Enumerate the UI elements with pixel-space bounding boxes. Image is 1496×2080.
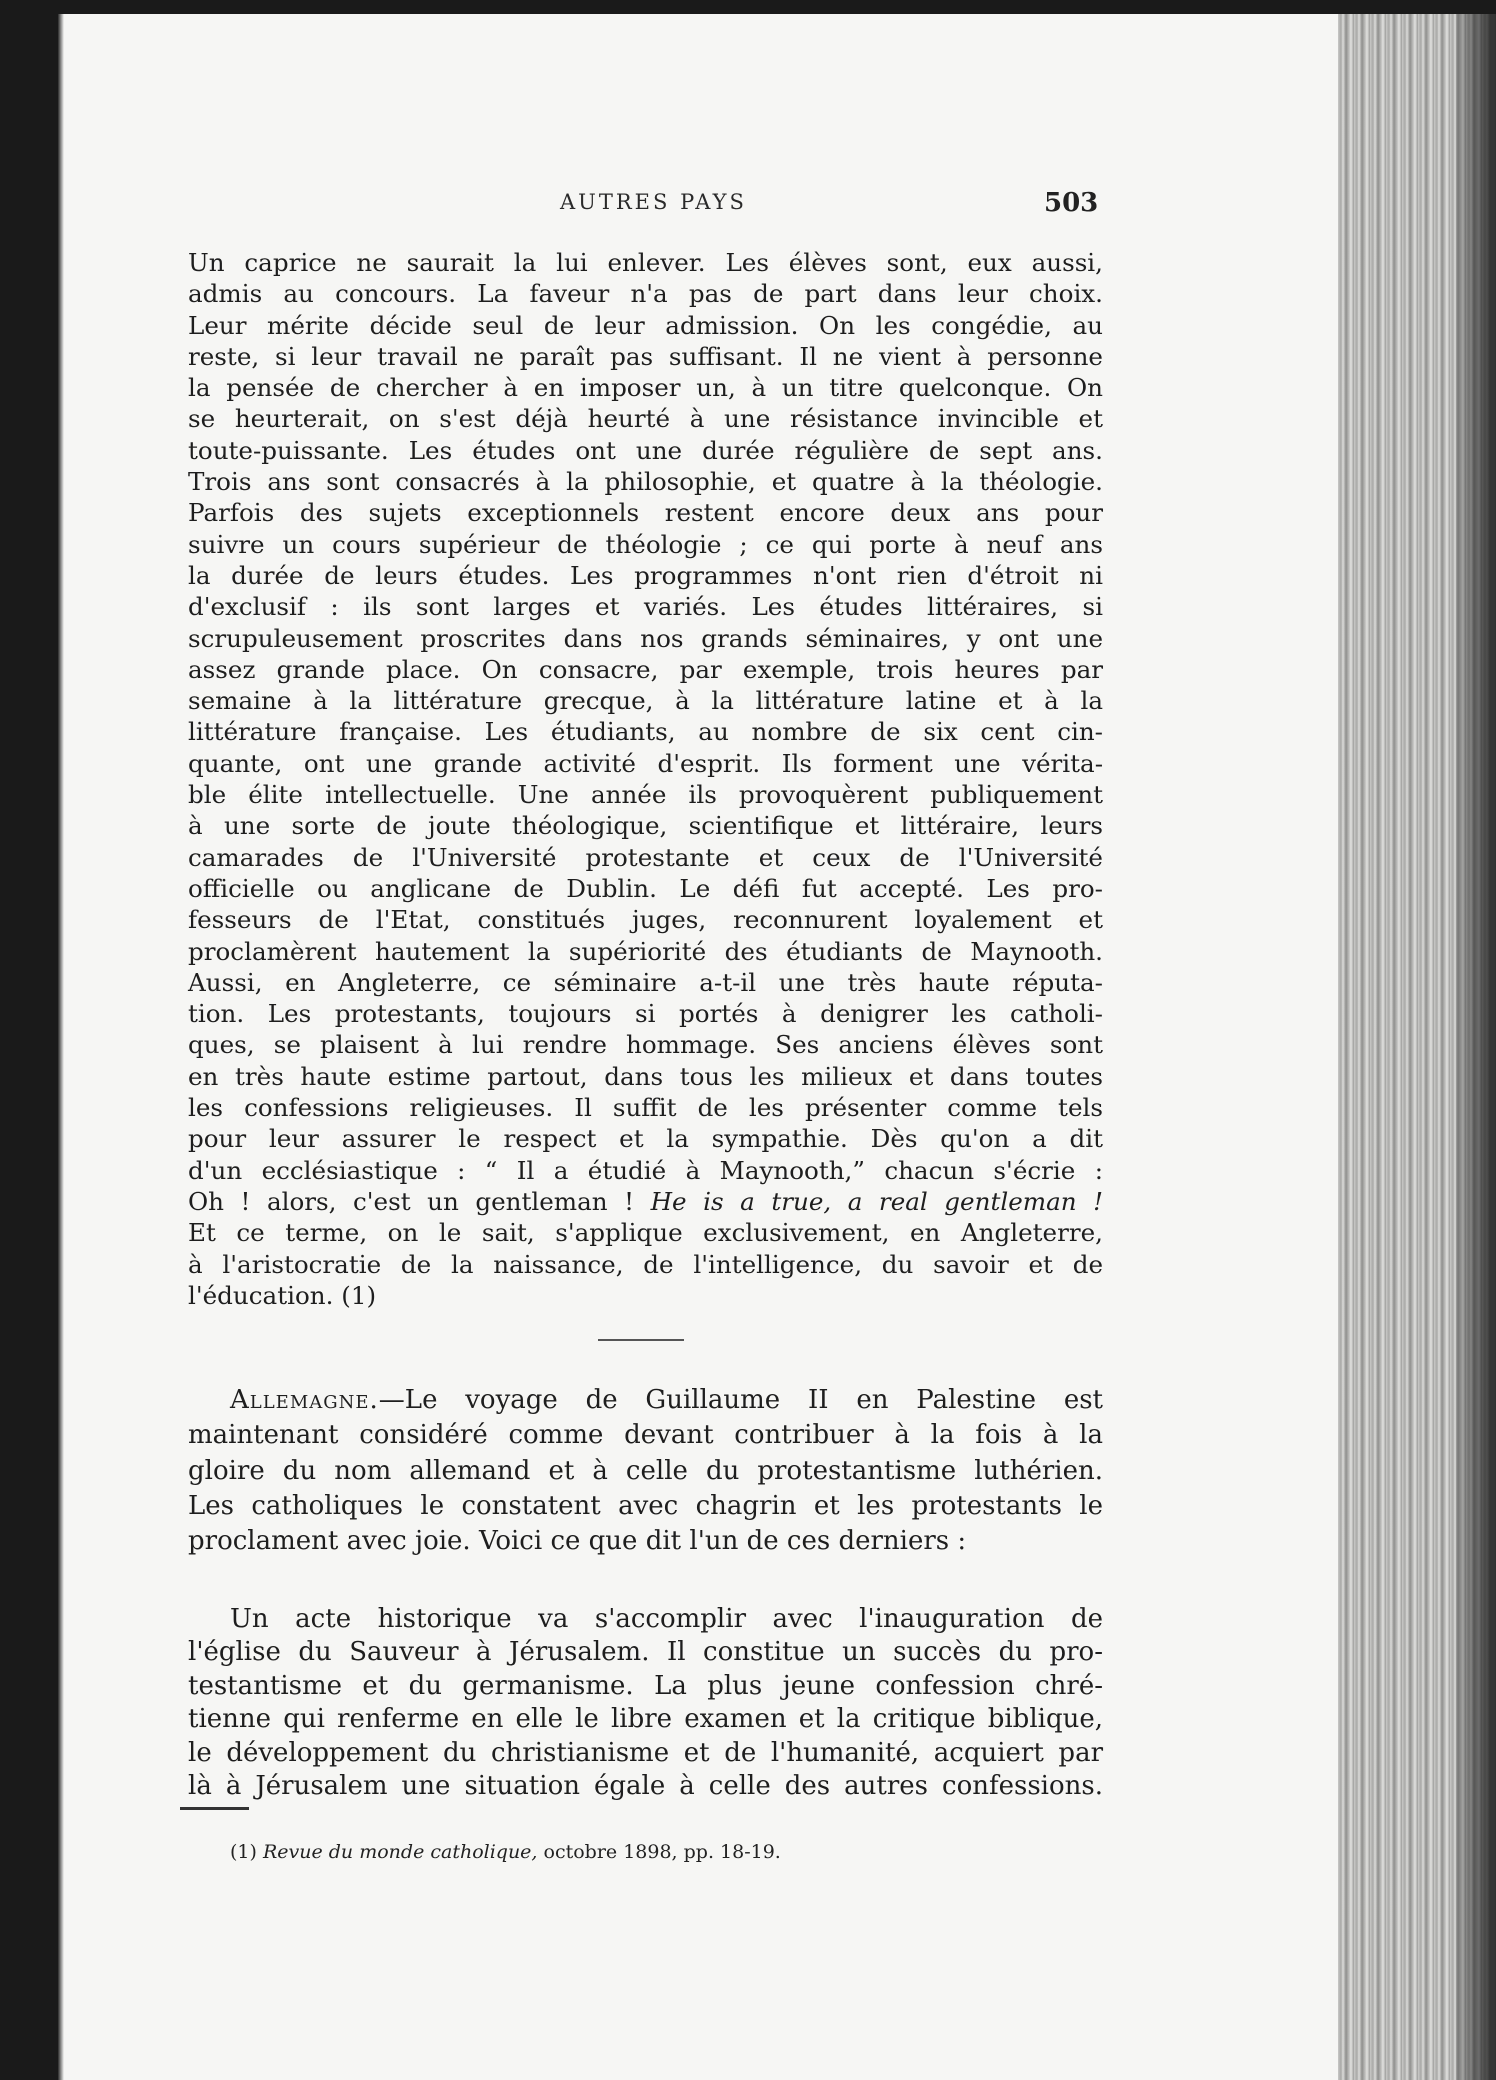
paragraph-line: proclamèrent hautement la supériorité des étudiants de Maynooth. bbox=[188, 936, 1103, 966]
paragraph-line: Et ce terme, on le sait, s'applique exclusivement, en Angleterre, bbox=[188, 1218, 1103, 1248]
paragraph-line: pour leur assurer le respect et la sympathie. Dès qu'on a dit bbox=[188, 1124, 1103, 1154]
paragraph-line: maintenant considéré comme devant contribuer à la fois à la bbox=[188, 1420, 1103, 1451]
paragraph-line: toute-puissante. Les études ont une durée régulière de sept ans. bbox=[188, 435, 1103, 465]
paragraph-line: littérature française. Les étudiants, au nombre de six cent cin- bbox=[188, 717, 1103, 747]
footnote-source: Revue du monde catholique, bbox=[262, 1841, 538, 1863]
paragraph-line: le développement du christianisme et de l'humanité, acquiert par bbox=[188, 1737, 1103, 1768]
footnote bbox=[230, 1841, 781, 1863]
paragraph-line: Les catholiques le constatent avec chagrin et les protestants le bbox=[188, 1490, 1103, 1521]
stacked-page-edges bbox=[1338, 14, 1496, 2080]
paragraph-line: Trois ans sont consacrés à la philosophie, et quatre à la théologie. bbox=[188, 467, 1103, 497]
paragraph-line: tienne qui renferme en elle le libre examen et la critique biblique, bbox=[188, 1704, 1103, 1735]
paragraph-line: reste, si leur travail ne paraît pas suffisant. Il ne vient à personne bbox=[188, 341, 1103, 371]
paragraph-line: assez grande place. On consacre, par exemple, trois heures par bbox=[188, 654, 1103, 684]
scan-background-left bbox=[0, 0, 58, 2080]
paragraph-line: l'église du Sauveur à Jérusalem. Il constitue un succès du pro- bbox=[188, 1637, 1103, 1668]
paragraph-allemagne bbox=[188, 1383, 1103, 1559]
footnote-rule bbox=[180, 1807, 249, 1810]
paragraph-line: ble élite intellectuelle. Une année ils provoquèrent publiquement bbox=[188, 780, 1103, 810]
paragraph-line: scrupuleusement proscrites dans nos grands séminaires, y ont une bbox=[188, 623, 1103, 653]
paragraph-line: là à Jérusalem une situation égale à celle des autres confessions. bbox=[188, 1771, 1103, 1802]
page-gutter bbox=[58, 14, 64, 2080]
scan-background-top bbox=[0, 0, 1496, 14]
paragraph-line: en très haute estime partout, dans tous les milieux et dans toutes bbox=[188, 1061, 1103, 1091]
section-lead: Allemagne. bbox=[230, 1385, 379, 1415]
paragraph-line: testantisme et du germanisme. La plus jeune confession chré- bbox=[188, 1670, 1103, 1701]
first-line-rest: —Le voyage de Guillaume II en Palestine est bbox=[378, 1385, 1103, 1415]
paragraph-line: gloire du nom allemand et à celle du protestantisme luthérien. bbox=[188, 1455, 1103, 1486]
paragraph-line: la pensée de chercher à en imposer un, à un titre quelconque. On bbox=[188, 373, 1103, 403]
paragraph-line: l'éducation. (1) bbox=[188, 1280, 377, 1310]
paragraph-line: les confessions religieuses. Il suffit de les présenter comme tels bbox=[188, 1093, 1103, 1123]
section-separator bbox=[598, 1339, 684, 1341]
paragraph-line: fesseurs de l'Etat, constitués juges, reconnurent loyalement et bbox=[188, 905, 1103, 935]
paragraph-line: Un caprice ne saurait la lui enlever. Les élèves sont, eux aussi, bbox=[188, 248, 1103, 277]
footnote-marker: (1) bbox=[230, 1841, 257, 1863]
paragraph-line: semaine à la littérature grecque, à la littérature latine et à la bbox=[188, 686, 1103, 716]
english-quote: He is a true, a real gentleman ! bbox=[650, 1186, 1103, 1216]
paragraph-line: à l'aristocratie de la naissance, de l'intelligence, du savoir et de bbox=[188, 1249, 1103, 1279]
paragraph-line: suivre un cours supérieur de théologie ; ce qui porte à neuf ans bbox=[188, 529, 1103, 559]
page-number: 503 bbox=[1044, 188, 1099, 218]
paragraph-line: se heurterait, on s'est déjà heurté à une résistance invincible et bbox=[188, 404, 1103, 434]
paragraph-line: camarades de l'Université protestante et ceux de l'Université bbox=[188, 842, 1103, 872]
footnote-rest: octobre 1898, pp. 18-19. bbox=[543, 1841, 781, 1863]
paragraph-line bbox=[188, 1186, 1103, 1217]
paragraph-line: quante, ont une grande activité d'esprit. Ils forment une vérita- bbox=[188, 748, 1103, 778]
paragraph-line: tion. Les protestants, toujours si portés à denigrer les catholi- bbox=[188, 999, 1103, 1029]
paragraph-line: la durée de leurs études. Les programmes n'ont rien d'étroit ni bbox=[188, 560, 1103, 590]
paragraph-line: admis au concours. La faveur n'a pas de part dans leur choix. bbox=[188, 279, 1103, 309]
paragraph-line: d'un ecclésiastique : “ Il a étudié à Maynooth,” chacun s'écrie : bbox=[188, 1155, 1103, 1185]
paragraph-line: à une sorte de joute théologique, scientifique et littéraire, leurs bbox=[188, 811, 1103, 841]
paragraph-line: Aussi, en Angleterre, ce séminaire a-t-il une très haute réputa- bbox=[188, 967, 1103, 997]
paragraph-maynooth bbox=[188, 247, 1103, 1311]
paragraph-line: Parfois des sujets exceptionnels restent encore deux ans pour bbox=[188, 498, 1103, 528]
running-title: AUTRES PAYS bbox=[560, 190, 747, 214]
paragraph-line: d'exclusif : ils sont larges et variés. Les études littéraires, si bbox=[188, 592, 1103, 622]
gentleman-exclamation: Oh ! alors, c'est un gentleman ! bbox=[188, 1186, 635, 1216]
paragraph-quotation bbox=[188, 1603, 1103, 1803]
paragraph-line: Un acte historique va s'accomplir avec l'inauguration de bbox=[230, 1604, 1103, 1634]
paragraph-line: ques, se plaisent à lui rendre hommage. Ses anciens élèves sont bbox=[188, 1030, 1103, 1060]
paragraph-line: officielle ou anglicane de Dublin. Le défi fut accepté. Les pro- bbox=[188, 873, 1103, 903]
paragraph-line: proclament avec joie. Voici ce que dit l'un de ces derniers : bbox=[188, 1526, 967, 1557]
paragraph-line: Leur mérite décide seul de leur admission. On les congédie, au bbox=[188, 310, 1103, 340]
paragraph-line bbox=[188, 1383, 1103, 1418]
